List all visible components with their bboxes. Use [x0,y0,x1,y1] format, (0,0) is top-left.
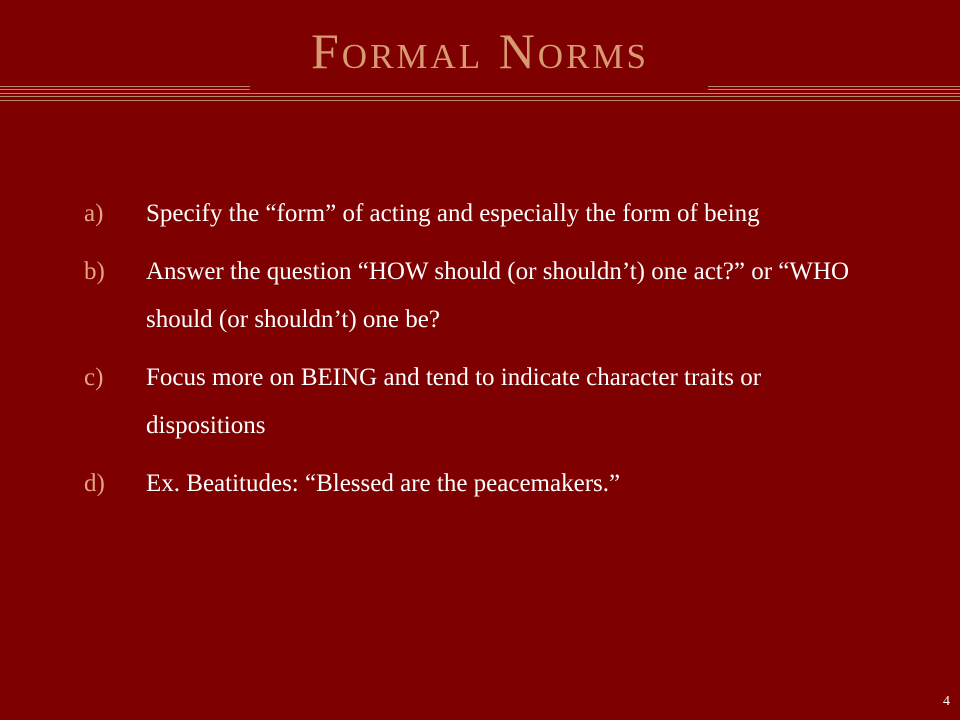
page-number: 4 [943,694,950,709]
list-marker: b) [84,258,105,285]
rule-line [0,93,960,94]
list-item [84,190,864,238]
list-item-text: Ex. Beatitudes: “Blessed are the peacemakers.” [146,470,621,497]
rule-line [0,96,960,97]
list-item-text: Focus more on BEING and tend to indicate character traits or dispositions [146,364,762,439]
list-item-text: Answer the question “HOW should (or shouldn’t) one act?” or “WHO should (or shouldn’t) one be? [146,258,850,333]
rule-line [708,89,960,90]
list-marker: a) [84,200,104,227]
list-item [84,248,864,344]
rule-line [0,89,250,90]
list-item-text: Specify the “form” of acting and especially the form of being [146,200,760,227]
rule-line [0,86,250,87]
slide-title: Formal Norms [310,23,650,79]
rule-line [708,86,960,87]
bullet-list [84,190,864,518]
list-marker: c) [84,364,104,391]
rule-line [0,100,960,101]
list-item [84,354,864,450]
list-marker: d) [84,470,105,497]
list-item [84,460,864,508]
